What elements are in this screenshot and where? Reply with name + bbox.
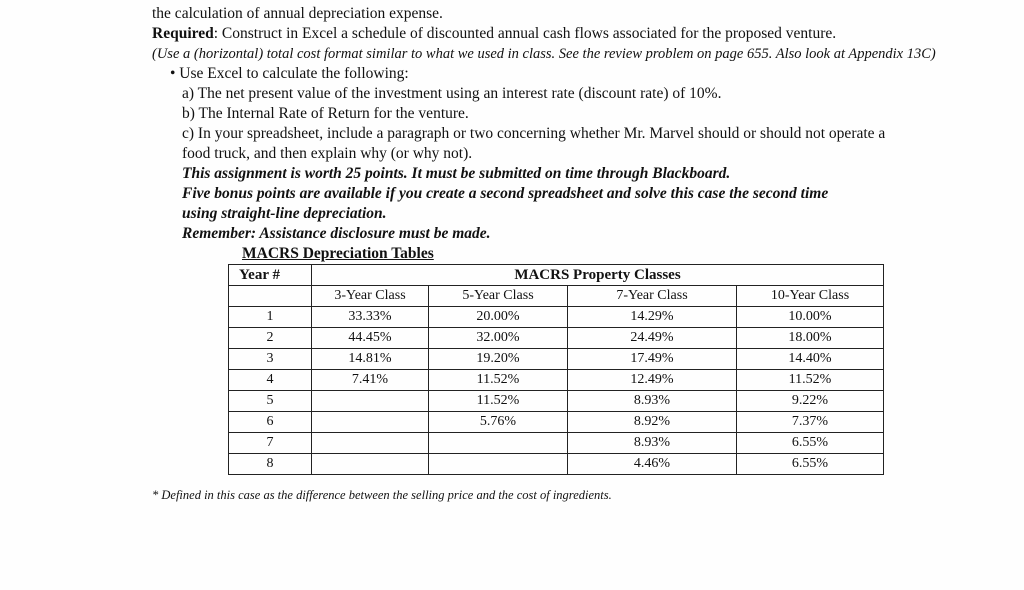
item-b: b) The Internal Rate of Return for the venture. — [182, 105, 469, 122]
bullet-line: • Use Excel to calculate the following: — [170, 65, 409, 82]
required-text: : Construct in Excel a schedule of discounted annual cash flows associated for the proposed venture. — [213, 25, 837, 42]
table-title: MACRS Depreciation Tables — [242, 245, 434, 262]
macrs-table — [228, 264, 884, 475]
table-cell: 9.22% — [737, 391, 884, 412]
table-header-row — [229, 265, 884, 286]
table-cell: 7 — [229, 433, 312, 454]
required-line — [152, 24, 836, 44]
column-header: 7-Year Class — [568, 286, 737, 307]
table-cell: 8.93% — [568, 391, 737, 412]
table-row — [229, 454, 884, 475]
bonus-line1: Five bonus points are available if you create a second spreadsheet and solve this case the second time — [182, 185, 829, 202]
table-cell: 8.92% — [568, 412, 737, 433]
table-cell: 24.49% — [568, 328, 737, 349]
table-cell: 8.93% — [568, 433, 737, 454]
column-header: 10-Year Class — [737, 286, 884, 307]
table-cell: 5 — [229, 391, 312, 412]
item-a: a) The net present value of the investment using an interest rate (discount rate) of 10%. — [182, 85, 722, 102]
table-cell: 4 — [229, 370, 312, 391]
table-cell — [312, 454, 429, 475]
table-cell: 14.29% — [568, 307, 737, 328]
table-cell: 19.20% — [429, 349, 568, 370]
table-row — [229, 370, 884, 391]
table-cell: 5.76% — [429, 412, 568, 433]
column-header: 5-Year Class — [429, 286, 568, 307]
table-cell — [429, 454, 568, 475]
required-label: Required — [152, 25, 214, 42]
intro-line: the calculation of annual depreciation expense. — [152, 5, 443, 22]
item-c-line2: food truck, and then explain why (or why not). — [182, 145, 473, 162]
group-header: MACRS Property Classes — [312, 265, 884, 286]
bonus-line2: using straight-line depreciation. — [182, 205, 387, 222]
table-cell: 1 — [229, 307, 312, 328]
empty-cell — [229, 286, 312, 307]
table-cell: 32.00% — [429, 328, 568, 349]
table-cell: 6.55% — [737, 433, 884, 454]
table-cell: 12.49% — [568, 370, 737, 391]
table-cell: 7.41% — [312, 370, 429, 391]
table-cell: 17.49% — [568, 349, 737, 370]
year-header: Year # — [229, 265, 312, 286]
column-header: 3-Year Class — [312, 286, 429, 307]
table-cell: 11.52% — [429, 370, 568, 391]
table-cell — [312, 391, 429, 412]
table-column-row — [229, 286, 884, 307]
table-row — [229, 349, 884, 370]
table-cell — [429, 433, 568, 454]
table-cell: 6 — [229, 412, 312, 433]
table-row — [229, 433, 884, 454]
table-row — [229, 307, 884, 328]
table-cell: 7.37% — [737, 412, 884, 433]
table-cell: 44.45% — [312, 328, 429, 349]
table-cell: 2 — [229, 328, 312, 349]
table-cell: 14.40% — [737, 349, 884, 370]
table-cell: 11.52% — [429, 391, 568, 412]
worth-line: This assignment is worth 25 points. It must be submitted on time through Blackboard. — [182, 165, 731, 182]
table-cell: 18.00% — [737, 328, 884, 349]
table-row — [229, 328, 884, 349]
item-c-line1: c) In your spreadsheet, include a paragraph or two concerning whether Mr. Marvel should or should not operate a — [182, 125, 886, 142]
table-cell: 4.46% — [568, 454, 737, 475]
table-cell: 33.33% — [312, 307, 429, 328]
format-note: (Use a (horizontal) total cost format similar to what we used in class. See the review problem on page 655. Also look at Appendix 13C) — [152, 46, 936, 62]
table-cell: 11.52% — [737, 370, 884, 391]
table-cell: 14.81% — [312, 349, 429, 370]
table-cell: 8 — [229, 454, 312, 475]
table-cell: 10.00% — [737, 307, 884, 328]
table-cell: 3 — [229, 349, 312, 370]
table-cell — [312, 412, 429, 433]
table-row — [229, 391, 884, 412]
table-row — [229, 412, 884, 433]
table-cell: 20.00% — [429, 307, 568, 328]
footnote: * Defined in this case as the difference between the selling price and the cost of ingredients. — [152, 488, 612, 502]
table-cell — [312, 433, 429, 454]
table-cell: 6.55% — [737, 454, 884, 475]
remember-line: Remember: Assistance disclosure must be made. — [182, 225, 491, 242]
